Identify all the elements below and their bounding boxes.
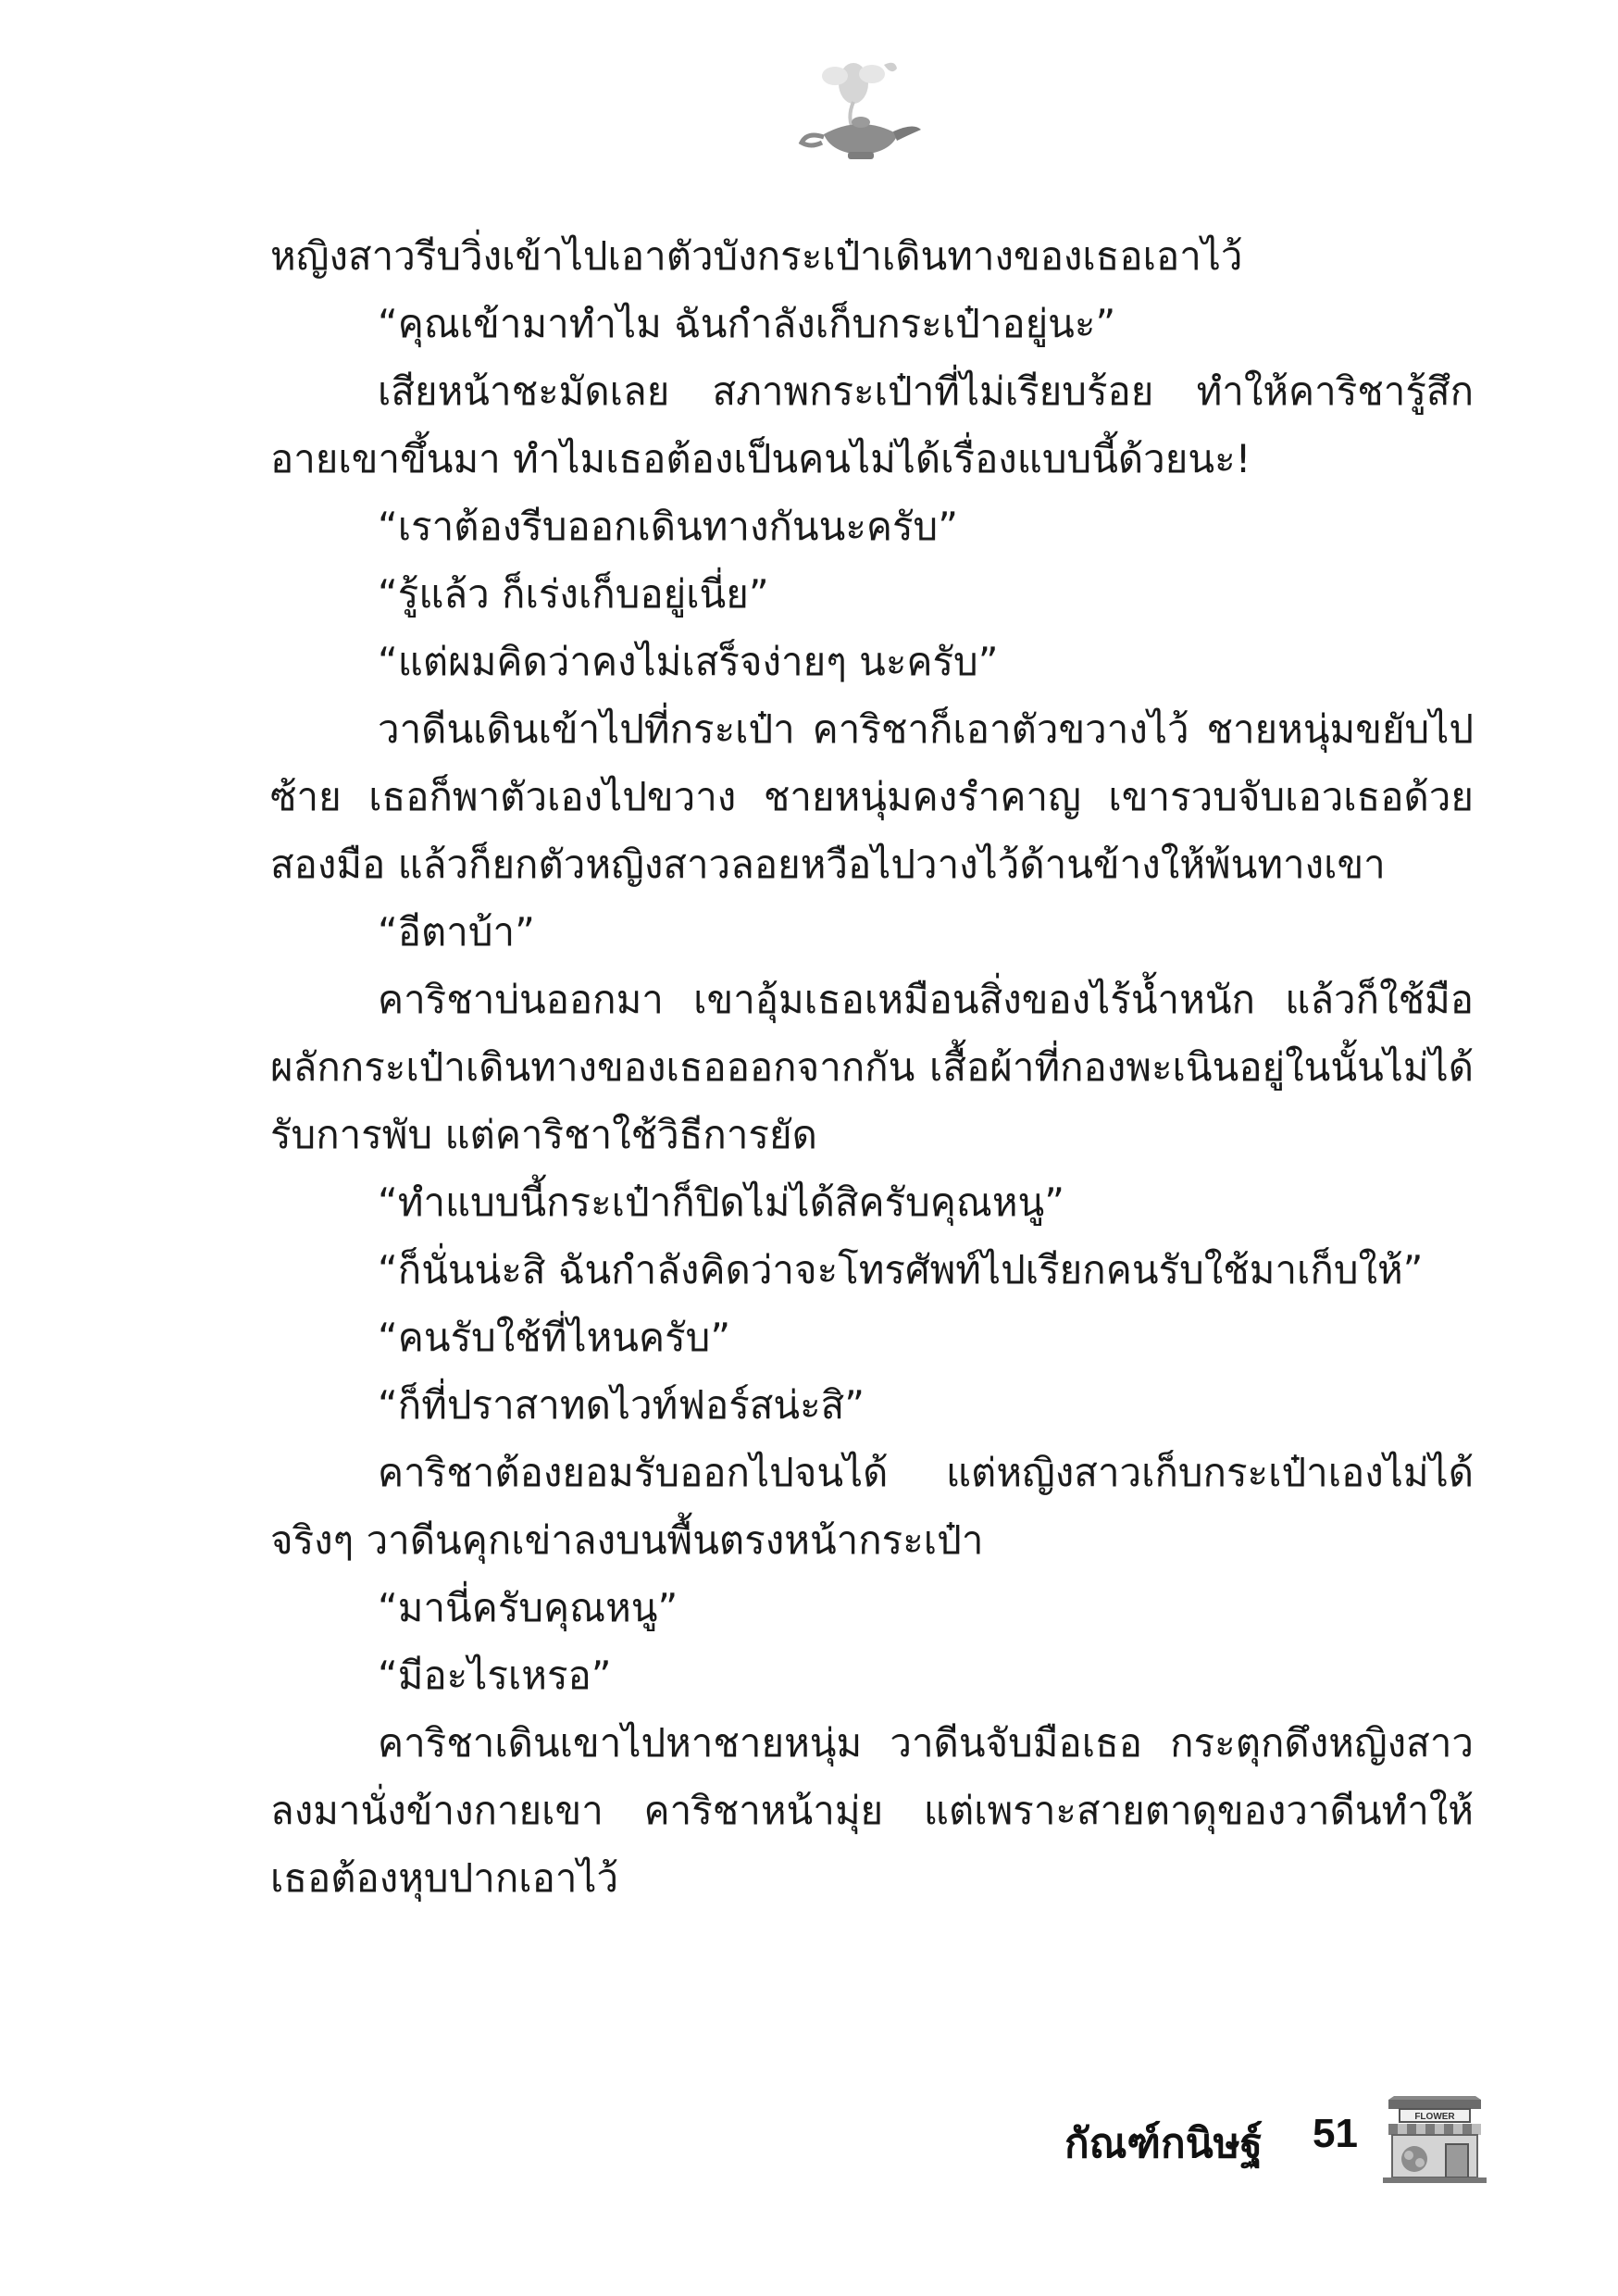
paragraph: เสียหน้าชะมัดเลย สภาพกระเป๋าที่ไม่เรียบร้อย ทำให้คาริชารู้สึกอายเขาขึ้นมา ทำไมเธอต้องเป็นคนไม่ได้เรื่องแบบนี้ด้วยนะ!	[270, 368, 1474, 481]
paragraph: “รู้แล้ว ก็เร่งเก็บอยู่เนี่ย”	[378, 571, 769, 617]
body-text	[270, 222, 1474, 1912]
paragraph: “ก็ที่ปราสาทดไวท์ฟอร์สน่ะสิ”	[378, 1382, 865, 1428]
paragraph: “มานี่ครับคุณหนู”	[378, 1585, 678, 1630]
paragraph: คาริชาเดินเขาไปหาชายหนุ่ม วาดีนจับมือเธอ กระตุกดึงหญิงสาวลงมานั่งข้างกายเขา คาริชาหน้ามุ่ย แต่เพราะสายตาดุของวาดีนทำให้เธอต้องหุบปากเอาไว้	[270, 1720, 1474, 1901]
paragraph: คาริชาบ่นออกมา เขาอุ้มเธอเหมือนสิ่งของไร้น้ำหนัก แล้วก็ใช้มือผลักกระเป๋าเดินทางของเธอออกจากกัน เสื้อผ้าที่กองพะเนินอยู่ในนั้นไม่ได้รับการพับ แต่คาริชาใช้วิธีการยัด	[270, 977, 1474, 1157]
page-number: 51	[1313, 2111, 1358, 2156]
paragraph: “คุณเข้ามาทำไม ฉันกำลังเก็บกระเป๋าอยู่นะ”	[378, 301, 1116, 346]
genie-lamp-icon	[796, 56, 926, 167]
paragraph: หญิงสาวรีบวิ่งเข้าไปเอาตัวบังกระเป๋าเดินทางของเธอเอาไว้	[270, 233, 1243, 279]
paragraph: “ก็นั่นน่ะสิ ฉันกำลังคิดว่าจะโทรศัพท์ไปเรียกคนรับใช้มาเก็บให้”	[378, 1247, 1424, 1292]
paragraph: “อีตาบ้า”	[378, 909, 535, 955]
paragraph: วาดีนเดินเข้าไปที่กระเป๋า คาริชาก็เอาตัวขวางไว้ ชายหนุ่มขยับไปซ้าย เธอก็พาตัวเองไปขวาง ชายหนุ่มคงรำคาญ เขารวบจับเอวเธอด้วยสองมือ แล้วก็ยกตัวหญิงสาวลอยหวือไปวางไว้ด้านข้างให้พ้นทางเขา	[270, 706, 1474, 887]
shop-sign-text: FLOWER	[1414, 2112, 1455, 2122]
paragraph: “ทำแบบนี้กระเป๋าก็ปิดไม่ได้สิครับคุณหนู”	[378, 1179, 1065, 1225]
paragraph: “คนรับใช้ที่ไหนครับ”	[378, 1315, 731, 1360]
flower-shop-icon	[1379, 2094, 1490, 2187]
paragraph: “เราต้องรีบออกเดินทางกันนะครับ”	[378, 504, 958, 549]
paragraph: “แต่ผมคิดว่าคงไม่เสร็จง่ายๆ นะครับ”	[378, 639, 999, 684]
paragraph: คาริชาต้องยอมรับออกไปจนได้ แต่หญิงสาวเก็บกระเป๋าเองไม่ได้จริงๆ วาดีนคุกเข่าลงบนพื้นตรงหน้ากระเป๋า	[270, 1450, 1474, 1563]
paragraph: “มีอะไรเหรอ”	[378, 1653, 612, 1698]
book-title: กัณฑ์กนิษฐ์	[1064, 2120, 1263, 2167]
page-footer	[1064, 2094, 1509, 2196]
